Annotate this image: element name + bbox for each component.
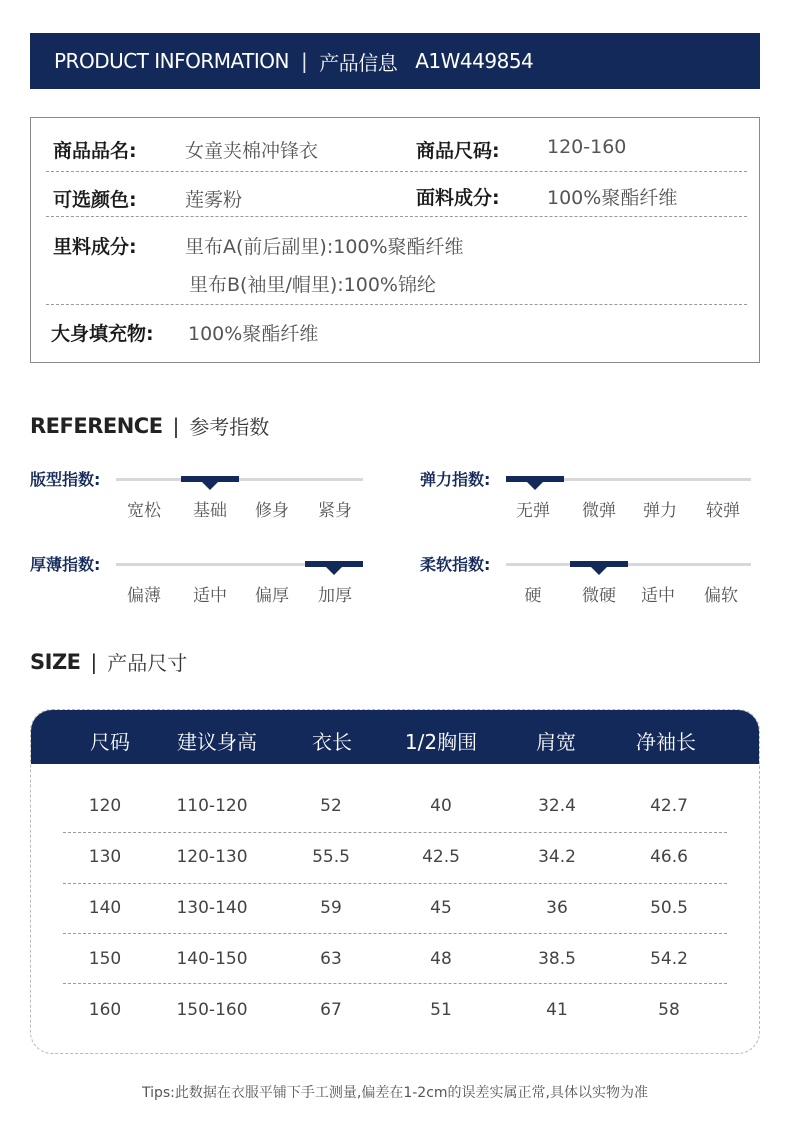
table-cell: 34.2 <box>538 847 576 867</box>
table-cell: 59 <box>320 898 342 918</box>
table-cell: 52 <box>320 796 342 816</box>
table-cell: 38.5 <box>538 949 576 969</box>
size-title-cn: 产品尺寸 <box>107 651 188 675</box>
row-divider <box>63 983 727 984</box>
softness-index-label: 柔软指数: <box>420 555 491 574</box>
reference-title-cn: 参考指数 <box>189 415 270 439</box>
table-cell: 130 <box>88 847 122 867</box>
table-cell: 120 <box>88 796 122 816</box>
size-header-cell: 建议身高 <box>177 730 257 754</box>
softness-option: 偏软 <box>704 586 738 606</box>
elasticity-option: 微弹 <box>582 501 616 521</box>
table-cell: 150-160 <box>176 1000 248 1020</box>
thickness-index-label: 厚薄指数: <box>30 555 101 574</box>
size-header-cell: 肩宽 <box>536 730 576 754</box>
product-size-value: 120-160 <box>547 136 627 158</box>
measurement-tips: Tips:此数据在衣服平铺下手工测量,偏差在1-2cm的误差实属正常,具体以实物为准 <box>141 1085 648 1101</box>
product-name-label: 商品品名: <box>53 140 137 162</box>
product-code: A1W449854 <box>415 49 534 73</box>
row-divider <box>63 883 727 884</box>
table-cell: 46.6 <box>650 847 688 867</box>
row-divider <box>63 933 727 934</box>
fit-index-label: 版型指数: <box>30 470 101 489</box>
color-value: 莲雾粉 <box>185 189 243 211</box>
fit-index-track <box>116 478 363 481</box>
lining-label: 里料成分: <box>53 236 137 258</box>
elasticity-option: 弹力 <box>643 501 677 521</box>
table-cell: 63 <box>320 949 342 969</box>
banner-title-en: PRODUCT INFORMATION <box>54 49 289 73</box>
thickness-option: 偏厚 <box>255 586 289 606</box>
table-cell: 130-140 <box>176 898 248 918</box>
info-divider <box>46 304 747 305</box>
fit-index <box>30 467 370 527</box>
table-cell: 160 <box>88 1000 122 1020</box>
size-header-cell: 净袖长 <box>636 730 696 754</box>
softness-option: 硬 <box>524 586 542 606</box>
elasticity-index-pointer <box>526 481 544 490</box>
reference-title-en: REFERENCE <box>30 413 163 438</box>
elasticity-index <box>420 467 760 527</box>
product-info-box <box>30 117 760 363</box>
table-cell: 54.2 <box>650 949 688 969</box>
table-cell: 58 <box>658 1000 680 1020</box>
fit-option: 基础 <box>193 501 227 521</box>
fabric-value: 100%聚酯纤维 <box>547 187 678 209</box>
thickness-index-pointer <box>325 566 343 575</box>
table-cell: 41 <box>546 1000 568 1020</box>
filling-label: 大身填充物: <box>51 323 154 345</box>
elasticity-option: 较弹 <box>706 501 740 521</box>
table-cell: 40 <box>430 796 452 816</box>
size-header-cell: 1/2胸围 <box>404 730 478 754</box>
lining-value-a: 里布A(前后副里):100%聚酯纤维 <box>185 236 464 258</box>
size-title-separator: | <box>90 649 98 674</box>
table-cell: 42.5 <box>422 847 460 867</box>
row-divider <box>63 832 727 833</box>
elasticity-option: 无弹 <box>516 501 550 521</box>
thickness-option: 偏薄 <box>127 586 161 606</box>
banner-title-cn: 产品信息 <box>319 50 398 75</box>
table-cell: 67 <box>320 1000 342 1020</box>
size-table-header <box>31 710 759 764</box>
table-cell: 36 <box>546 898 568 918</box>
size-header-cell: 尺码 <box>90 730 130 754</box>
table-cell: 150 <box>88 949 122 969</box>
table-cell: 42.7 <box>650 796 688 816</box>
table-cell: 110-120 <box>176 796 248 816</box>
softness-index-track <box>506 563 751 566</box>
table-cell: 51 <box>430 1000 452 1020</box>
product-size-label: 商品尺码: <box>416 140 500 162</box>
table-cell: 32.4 <box>538 796 576 816</box>
table-cell: 140-150 <box>176 949 248 969</box>
reference-title <box>30 411 269 440</box>
fit-option: 宽松 <box>127 501 161 521</box>
table-cell: 120-130 <box>176 847 248 867</box>
fit-index-pointer <box>201 481 219 490</box>
softness-index <box>420 552 760 612</box>
lining-value-b: 里布B(袖里/帽里):100%锦纶 <box>189 274 436 296</box>
size-header-cell: 衣长 <box>312 730 352 754</box>
fit-option: 紧身 <box>318 501 352 521</box>
table-cell: 48 <box>430 949 452 969</box>
thickness-index <box>30 552 370 612</box>
size-title-en: SIZE <box>30 649 81 674</box>
header-banner <box>30 33 760 89</box>
filling-value: 100%聚酯纤维 <box>188 323 319 345</box>
reference-title-separator: | <box>172 413 180 438</box>
color-label: 可选颜色: <box>53 189 137 211</box>
banner-separator: | <box>300 49 308 73</box>
info-divider <box>46 171 747 172</box>
table-cell: 140 <box>88 898 122 918</box>
size-table <box>30 709 760 1054</box>
softness-index-pointer <box>590 566 608 575</box>
thickness-option: 加厚 <box>318 586 352 606</box>
elasticity-index-label: 弹力指数: <box>420 470 491 489</box>
fabric-label: 面料成分: <box>416 187 500 209</box>
size-title <box>30 647 187 676</box>
softness-option: 微硬 <box>582 586 616 606</box>
softness-option: 适中 <box>641 586 675 606</box>
info-divider <box>46 216 747 217</box>
table-cell: 45 <box>430 898 452 918</box>
thickness-option: 适中 <box>193 586 227 606</box>
table-cell: 50.5 <box>650 898 688 918</box>
table-cell: 55.5 <box>312 847 350 867</box>
product-name-value: 女童夹棉冲锋衣 <box>185 140 319 162</box>
fit-option: 修身 <box>255 501 289 521</box>
